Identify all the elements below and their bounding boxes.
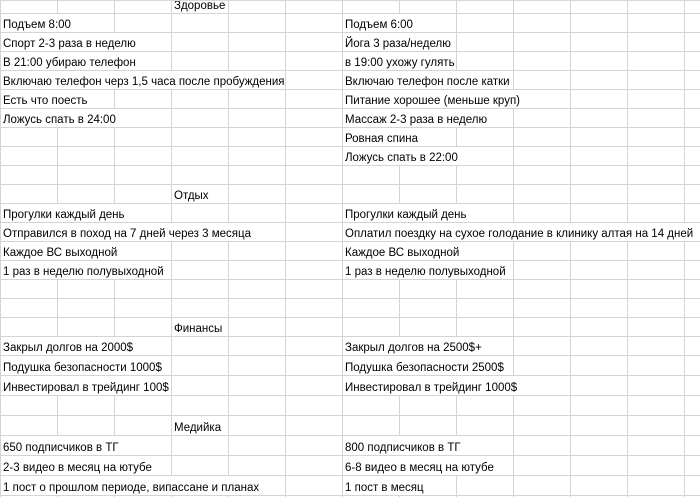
section-header-cell[interactable]: [172, 318, 228, 336]
cell-current-state[interactable]: [1, 109, 171, 127]
cell-target-state[interactable]: [343, 356, 513, 375]
cell-text: Массаж 2-3 раза в неделю: [345, 114, 488, 126]
grid-row[interactable]: [0, 280, 700, 299]
grid-row[interactable]: [0, 1, 700, 14]
grid-row[interactable]: [0, 147, 700, 166]
cell-target-state[interactable]: [343, 14, 456, 32]
cell-text: 2-3 видео в месяц на ютубе: [3, 462, 152, 474]
cell-text: 1 раз в неделю полувыходной: [3, 266, 164, 278]
cell-target-state[interactable]: [343, 52, 456, 70]
cell-text: Питание хорошее (меньше круп): [345, 95, 521, 107]
cell-text: Подъем 6:00: [345, 19, 413, 31]
cell-text: Ложусь спать в 24:00: [3, 114, 116, 126]
cell-text: Здоровье: [174, 0, 226, 12]
grid-row[interactable]: [0, 299, 700, 318]
cell-target-state[interactable]: [343, 242, 513, 260]
cell-target-state[interactable]: [343, 376, 570, 395]
cell-text: Инвестировал в трейдинг 100$: [3, 382, 169, 394]
cell-current-state[interactable]: [1, 52, 171, 70]
cell-current-state[interactable]: [1, 436, 171, 455]
cell-text: Финансы: [174, 323, 223, 335]
grid-row[interactable]: [0, 337, 700, 356]
cell-current-state[interactable]: [1, 204, 171, 222]
section-header-cell[interactable]: [172, 1, 228, 13]
cell-current-state[interactable]: [1, 476, 285, 495]
cell-text: Ложусь спать в 22:00: [345, 152, 458, 164]
grid-row[interactable]: [0, 396, 700, 416]
cell-target-state[interactable]: [343, 147, 513, 165]
grid-row[interactable]: [0, 128, 700, 147]
cell-target-state[interactable]: [343, 456, 513, 475]
cell-text: Йога 3 раза/неделю: [345, 38, 451, 50]
cell-text: в 19:00 ухожу гулять: [345, 57, 455, 69]
cell-text: В 21:00 убираю телефон: [3, 57, 136, 69]
cell-target-state[interactable]: [343, 436, 513, 455]
cell-text: Медийка: [174, 422, 222, 434]
grid-row[interactable]: [0, 456, 700, 476]
cell-current-state[interactable]: [1, 337, 171, 355]
cell-text: Спорт 2-3 раза в неделю: [3, 38, 136, 50]
grid-row[interactable]: [0, 376, 700, 396]
cell-text: Подушка безопасности 2500$: [345, 362, 504, 374]
cell-text: 6-8 видео в месяц на ютубе: [345, 462, 494, 474]
grid-row[interactable]: [0, 261, 700, 280]
cell-target-state[interactable]: [343, 109, 513, 127]
cell-current-state[interactable]: [1, 90, 114, 108]
cell-text: Отправился в поход на 7 дней через 3 месяца: [3, 228, 251, 240]
cell-target-state[interactable]: [343, 71, 513, 89]
grid-row[interactable]: [0, 109, 700, 128]
grid-row[interactable]: [0, 356, 700, 376]
cell-text: Оплатил поездку на сухое голодание в клинику алтая на 14 дней: [345, 228, 694, 240]
cell-text: Включаю телефон после катки: [345, 76, 510, 88]
cell-current-state[interactable]: [1, 456, 171, 475]
grid-row[interactable]: [0, 436, 700, 456]
grid-row[interactable]: [0, 204, 700, 223]
cell-target-state[interactable]: [343, 261, 513, 279]
cell-target-state[interactable]: [343, 128, 456, 146]
grid-row[interactable]: [0, 33, 700, 52]
grid-row[interactable]: [0, 14, 700, 33]
grid-row[interactable]: [0, 416, 700, 436]
cell-text: Закрыл долгов на 2000$: [3, 342, 134, 354]
cell-current-state[interactable]: [1, 223, 285, 241]
cell-text: Прогулки каждый день: [3, 209, 125, 221]
cell-current-state[interactable]: [1, 14, 114, 32]
cell-target-state[interactable]: [343, 33, 456, 51]
cell-text: 1 пост о прошлом периоде, випассане и планах: [3, 482, 260, 494]
cell-text: 1 раз в неделю полувыходной: [345, 266, 506, 278]
grid-row[interactable]: [0, 223, 700, 242]
grid-row[interactable]: [0, 90, 700, 109]
grid-row[interactable]: [0, 476, 700, 496]
cell-text: Включаю телефон черз 1,5 часа после пробуждения: [3, 76, 285, 88]
grid-row[interactable]: [0, 242, 700, 261]
cell-target-state[interactable]: [343, 337, 513, 355]
cell-target-state[interactable]: [343, 476, 456, 495]
cell-target-state[interactable]: [343, 223, 700, 241]
grid-row[interactable]: [0, 185, 700, 204]
cell-target-state[interactable]: [343, 204, 513, 222]
cell-current-state[interactable]: [1, 33, 171, 51]
cell-text: Прогулки каждый день: [345, 209, 467, 221]
grid-row[interactable]: [0, 52, 700, 71]
section-header-cell[interactable]: [172, 416, 228, 435]
grid-row[interactable]: [0, 318, 700, 337]
cell-current-state[interactable]: [1, 376, 171, 395]
cell-text: Инвестировал в трейдинг 1000$: [345, 382, 518, 394]
grid-row[interactable]: [0, 166, 700, 185]
cell-text: Каждое ВС выходной: [3, 247, 118, 259]
cell-text: 650 подписчиков в ТГ: [3, 442, 119, 454]
cell-text: Есть что поесть: [3, 95, 88, 107]
grid-row[interactable]: [0, 71, 700, 90]
cell-text: Закрыл долгов на 2500$+: [345, 342, 482, 354]
cell-text: Подушка безопасности 1000$: [3, 362, 162, 374]
cell-text: Ровная спина: [345, 133, 418, 145]
cell-text: Подъем 8:00: [3, 19, 71, 31]
cell-text: 1 пост в месяц: [345, 482, 424, 494]
cell-current-state[interactable]: [1, 242, 171, 260]
cell-text: Отдых: [174, 190, 209, 202]
cell-current-state[interactable]: [1, 261, 171, 279]
cell-target-state[interactable]: [343, 90, 570, 108]
cell-text: 800 подписчиков в ТГ: [345, 442, 461, 454]
section-header-cell[interactable]: [172, 185, 228, 203]
cell-current-state[interactable]: [1, 356, 171, 375]
cell-text: Каждое ВС выходной: [345, 247, 460, 259]
cell-current-state[interactable]: [1, 71, 285, 89]
